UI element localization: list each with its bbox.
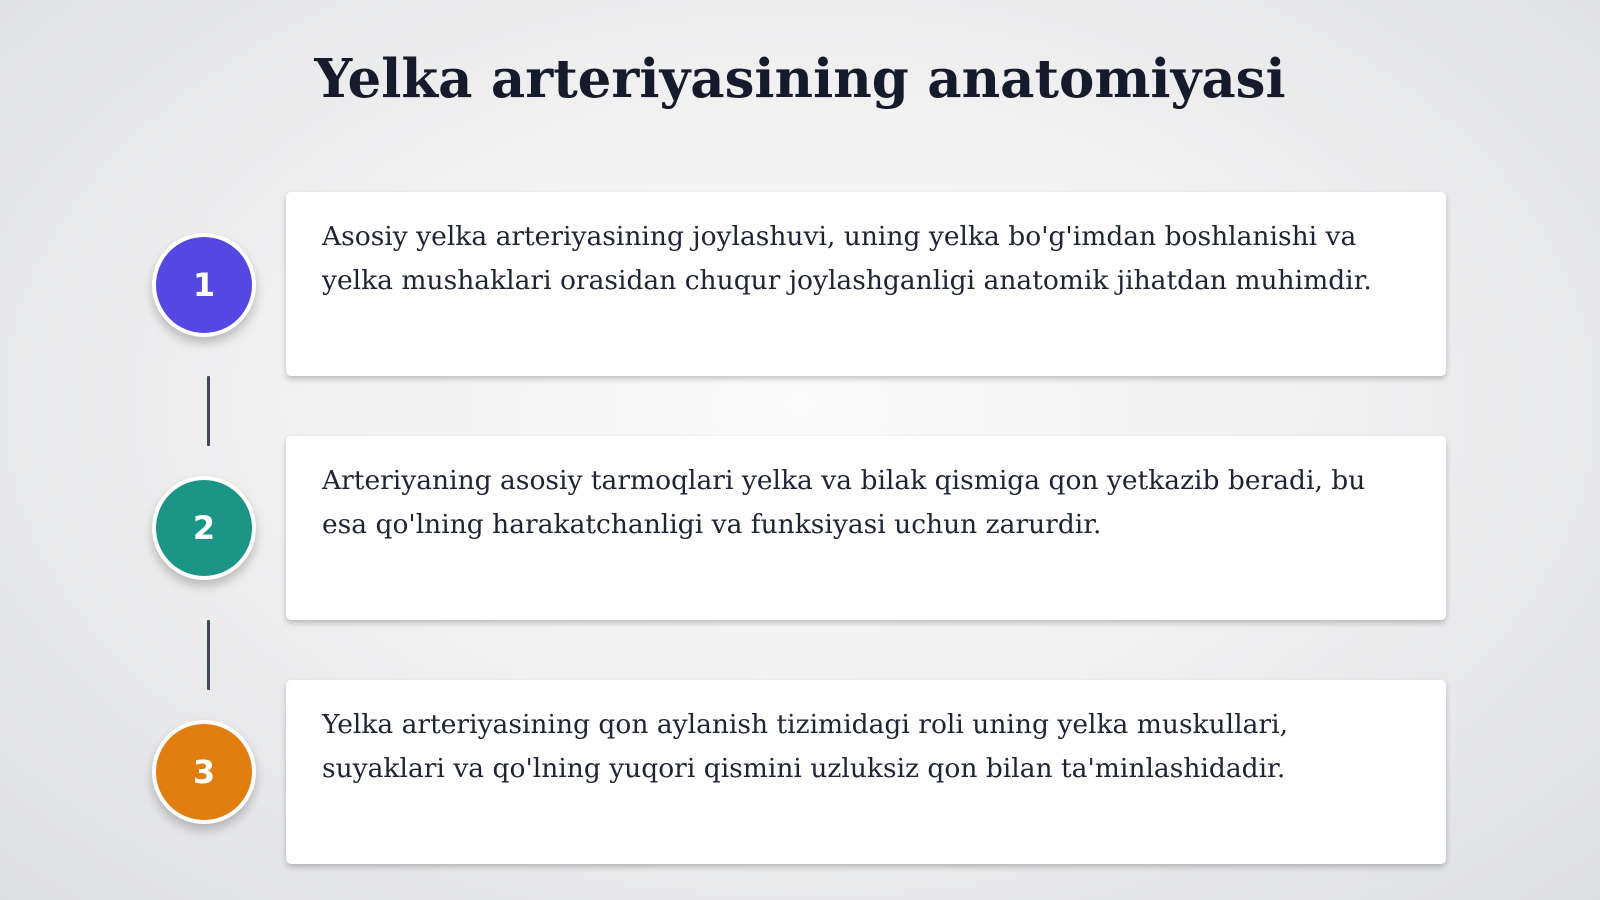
timeline-connector-1	[207, 376, 210, 446]
step-card-2	[286, 436, 1446, 620]
slide-title: Yelka arteriyasining anatomiyasi	[314, 48, 1286, 110]
step-text-3: Yelka arteriyasining qon aylanish tizimidagi roli uning yelka muskullari, suyaklari va qo'lning yuqori qismini uzluksiz qon bilan ta'minlashidadir.	[322, 709, 1288, 784]
step-card-1	[286, 192, 1446, 376]
timeline-connector-2	[207, 620, 210, 690]
step-number-badge-1: 1	[152, 233, 256, 337]
step-number-badge-3: 3	[152, 720, 256, 824]
step-card-3	[286, 680, 1446, 864]
step-text-2: Arteriyaning asosiy tarmoqlari yelka va bilak qismiga qon yetkazib beradi, bu esa qo'lning harakatchanligi va funksiyasi uchun zarurdir.	[322, 465, 1366, 540]
step-text-1: Asosiy yelka arteriyasining joylashuvi, uning yelka bo'g'imdan boshlanishi va yelka mushaklari orasidan chuqur joylashganligi anatomik jihatdan muhimdir.	[322, 221, 1372, 296]
step-number-badge-2: 2	[152, 476, 256, 580]
